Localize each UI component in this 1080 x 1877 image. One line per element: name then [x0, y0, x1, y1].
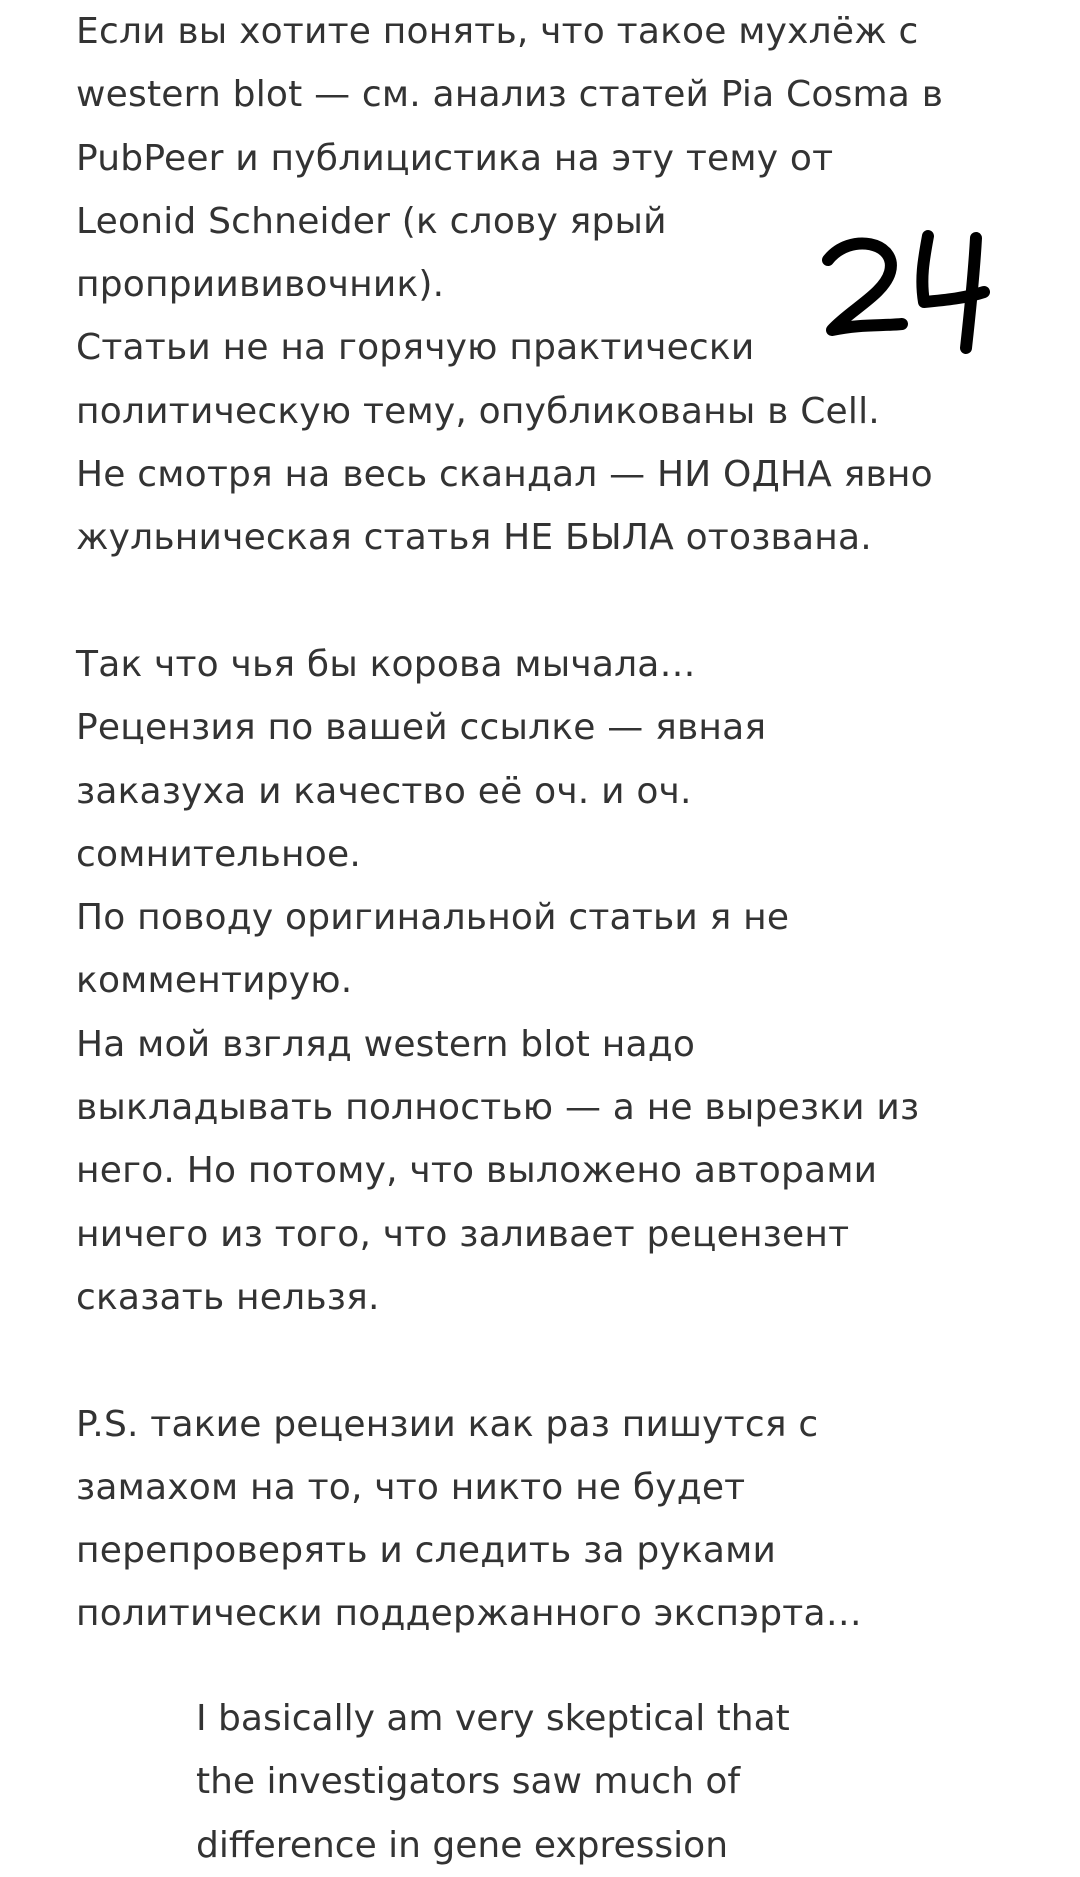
post-line: На мой взгляд western blot надо: [76, 1023, 696, 1065]
handwritten-number-annotation: [820, 228, 990, 358]
post-line: жульническая статья НЕ БЫЛА отозвана.: [76, 517, 872, 559]
post-line: Не смотря на весь скандал — НИ ОДНА явно: [76, 454, 933, 496]
post-line: сказать нельзя.: [76, 1276, 380, 1318]
quote-line: the investigators saw much of: [196, 1761, 741, 1803]
post-line: western blot — см. анализ статей Pia Cosma в: [76, 74, 944, 116]
post-line: P.S. такие рецензии как раз пишутся с: [76, 1403, 819, 1445]
post-line: По поводу оригинальной статьи я не: [76, 897, 790, 939]
post-line: Leonid Schneider (к слову ярый: [76, 200, 667, 242]
paragraph-gap: [76, 1329, 1066, 1392]
post-line: PubPeer и публицистика на эту тему от: [76, 137, 834, 179]
post-line: Статьи не на горячую практически: [76, 327, 755, 369]
post-line: Так что чья бы корова мычала…: [76, 643, 696, 685]
post-line: заказуха и качество её оч. и оч.: [76, 770, 692, 812]
handwritten-digit-4-stem: [966, 238, 976, 348]
post-line: политически поддержанного экспэрта…: [76, 1593, 862, 1635]
post-line: выкладывать полностью — а не вырезки из: [76, 1087, 920, 1129]
post-line: сомнительное.: [76, 833, 362, 875]
post-line: Если вы хотите понять, что такое мухлёж с: [76, 11, 919, 52]
post-line: него. Но потому, что выложено авторами: [76, 1150, 878, 1192]
post-line: перепроверять и следить за руками: [76, 1530, 777, 1572]
blockquote: [196, 1687, 1056, 1877]
post-line: ничего из того, что заливает рецензент: [76, 1213, 850, 1255]
post-line: замахом на то, что никто не будет: [76, 1466, 746, 1508]
post-line: Рецензия по вашей ссылке — явная: [76, 707, 767, 749]
post-line: политическую тему, опубликованы в Cell.: [76, 390, 880, 432]
handwritten-digit-2: [828, 243, 902, 330]
paragraph-gap: [76, 570, 1066, 633]
quote-line: difference in gene expression: [196, 1824, 729, 1866]
quote-line: I basically am very skeptical that: [196, 1698, 790, 1739]
post-line: проприививочник).: [76, 264, 445, 306]
post-line: комментирую.: [76, 960, 353, 1002]
